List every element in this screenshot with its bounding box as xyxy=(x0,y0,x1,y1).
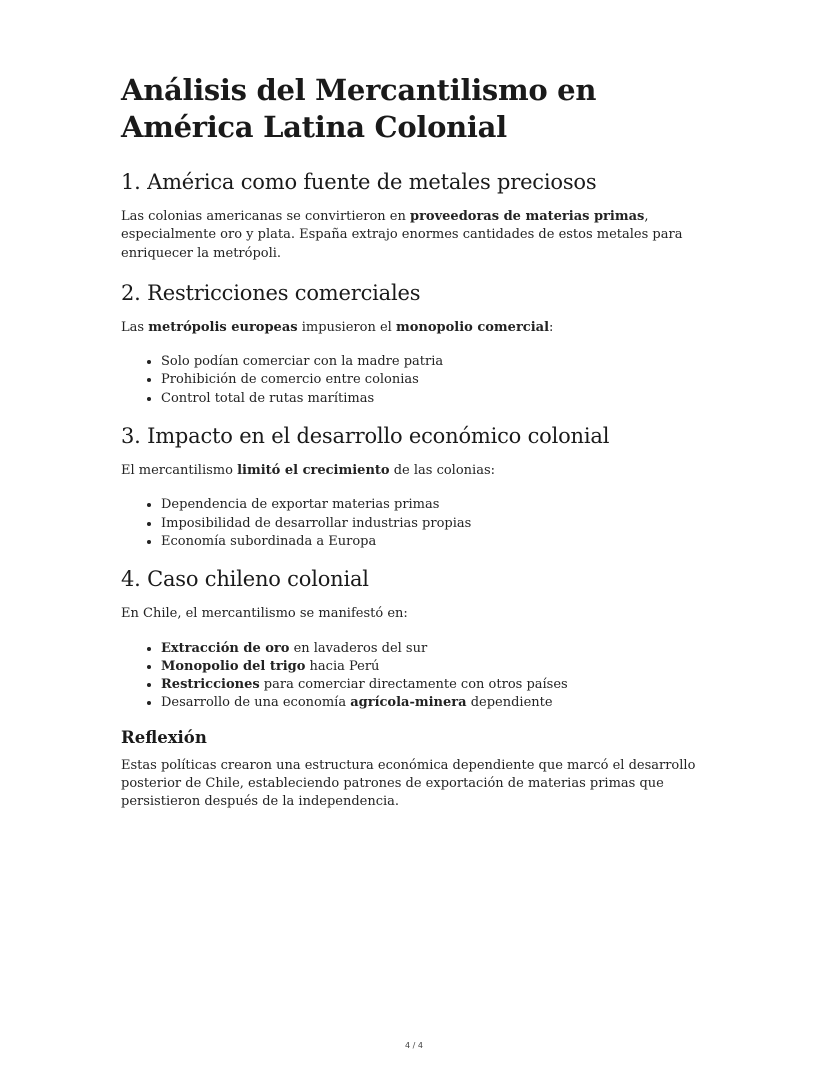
bold-run: Monopolio del trigo xyxy=(161,658,306,674)
text-run: : xyxy=(549,319,554,335)
bullet-list xyxy=(121,496,701,551)
section-paragraph: En Chile, el mercantilismo se manifestó en: xyxy=(121,606,408,622)
text-run: dependiente xyxy=(466,695,553,711)
list-item: • Economía subordinada a Europa xyxy=(161,533,701,551)
bullet-list xyxy=(121,353,701,408)
list-item xyxy=(161,694,701,712)
bold-run: agrícola-minera xyxy=(350,695,467,711)
list-item: • Prohibición de comercio entre colonias xyxy=(161,371,701,389)
text-run: Las xyxy=(121,319,149,335)
section-1 xyxy=(121,168,701,263)
bold-run: metrópolis europeas xyxy=(148,319,298,335)
text-run: , especialmente oro y plata. España extrajo enormes cantidades de estos metales para enriquecer la metrópoli. xyxy=(121,209,683,261)
page-number: 4 / 4 xyxy=(405,1041,423,1050)
section-heading: 2. Restricciones comerciales xyxy=(121,280,421,305)
section-heading: 4. Caso chileno colonial xyxy=(121,567,369,592)
list-item xyxy=(161,658,701,676)
bold-run: Restricciones xyxy=(161,677,260,693)
bold-run: monopolio comercial xyxy=(395,319,550,335)
section-paragraph xyxy=(121,319,701,337)
reflection-paragraph: Estas políticas crearon una estructura económica dependiente que marcó el desarrollo posterior de Chile, estableciendo patrones de exportación de materias primas que persistieron después de la independencia. xyxy=(121,757,696,810)
list-item xyxy=(161,676,701,694)
list-item: • Control total de rutas marítimas xyxy=(161,390,701,408)
bullet-list xyxy=(121,640,701,713)
text-run: Desarrollo de una economía xyxy=(161,695,351,711)
text-run: Las colonias americanas se convirtieron en xyxy=(121,209,410,224)
list-item: • Solo podían comerciar con la madre patria xyxy=(161,353,701,371)
text-run: hacia Perú xyxy=(305,658,380,674)
list-item: • Dependencia de exportar materias primas xyxy=(161,496,701,514)
section-heading: 3. Impacto en el desarrollo económico colonial xyxy=(121,424,610,449)
section-3 xyxy=(121,422,701,551)
bold-run: proveedoras de materias primas xyxy=(409,209,645,224)
section-paragraph xyxy=(121,208,701,263)
reflection-section xyxy=(121,727,701,812)
page-title: Análisis del Mercantilismo en América Latina Colonial xyxy=(121,73,597,144)
list-item xyxy=(161,640,701,658)
section-paragraph xyxy=(121,462,701,480)
text-run: El mercantilismo xyxy=(121,463,238,479)
section-2 xyxy=(121,279,701,408)
bold-run: limitó el crecimiento xyxy=(237,463,390,479)
text-run: de las colonias: xyxy=(389,463,495,479)
text-run: para comerciar directamente con otros países xyxy=(259,677,568,693)
reflection-heading: Reflexión xyxy=(121,727,207,747)
document-page xyxy=(121,72,701,828)
section-4 xyxy=(121,565,701,712)
text-run: impusieron el xyxy=(297,319,396,335)
text-run: en lavaderos del sur xyxy=(289,640,428,656)
section-heading: 1. América como fuente de metales preciosos xyxy=(121,170,597,194)
bold-run: Extracción de oro xyxy=(161,640,290,656)
list-item: • Imposibilidad de desarrollar industrias propias xyxy=(161,515,701,533)
